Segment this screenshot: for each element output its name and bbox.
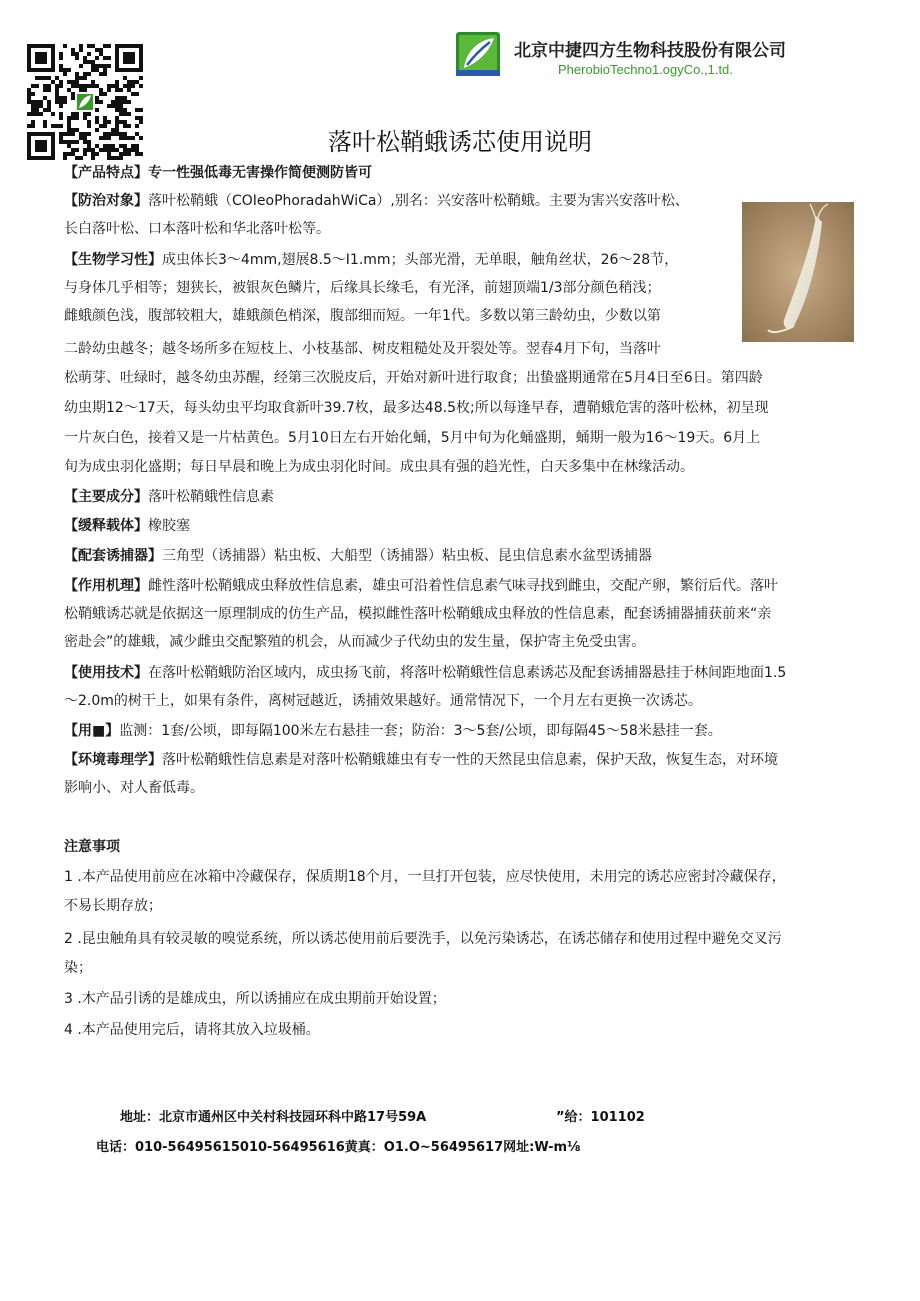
section-text: 松鞘蛾诱芯就是依据这一原理制成的仿生产品，模拟雌性落叶松鞘蛾成虫释放的性信息素，配套诱捕器捕获前来“亲 (64, 606, 772, 622)
body-line (64, 721, 722, 741)
body-line (64, 398, 769, 418)
body-line (64, 339, 661, 359)
section-text: 专一性强低毒无害操作简便测防皆可 (148, 165, 372, 181)
body-line (64, 306, 661, 326)
section-text: 影响小、对人畜低毒。 (64, 780, 204, 796)
section-text: 落叶松鞘蛾（COIeoPhoradahWiCa）,别名：兴安落叶松鞘蛾。主要为害兴安落叶松、 (148, 193, 689, 209)
section-label: 【配套诱捕器】 (64, 548, 162, 564)
body-line (64, 546, 652, 566)
company-name-en: PherobioTechno1.ogyCo.,1.td. (558, 62, 733, 77)
body-line (64, 778, 204, 798)
section-label: 【主要成分】 (64, 489, 148, 505)
section-text: 落叶松鞘蛾性信息素是对落叶松鞘蛾雄虫有专一性的天然昆虫信息素，保护天敌，恢复生态，对环境 (162, 752, 778, 768)
section-text: 橡胶塞 (148, 518, 190, 534)
note-line: 4 .本产品使用完后，请将其放入垃圾桶。 (64, 1022, 320, 1038)
body-line (64, 663, 786, 683)
section-text: 松萌芽、吐绿时，越冬幼虫苏醒，经第三次脱皮后，开始对新叶进行取食；出蛰盛期通常在5月4日至6日。第四龄 (64, 370, 763, 386)
company-logo (456, 32, 500, 76)
section-label: 【使用技术】 (64, 665, 148, 681)
body-line (64, 163, 372, 183)
body-line (64, 428, 760, 448)
note-line: 1 .本产品使用前应在冰箱中冷藏保存，保质期18个月，一旦打开包装，应尽快使用，未用完的诱芯应密封冷藏保存， (64, 869, 786, 885)
section-text: 密赴会”的雄蛾，减少雌虫交配繁殖的机会，从而减少子代幼虫的发生量，保护寄主免受虫害。 (64, 634, 646, 650)
section-text: 监测：1套/公顷，即每隔100米左右悬挂一套；防治：3～5套/公顷，即每隔45～58米悬挂一套。 (119, 723, 722, 739)
footer-address: 地址：北京市通州区中关村科技园环科中路17号59A (120, 1110, 427, 1125)
body-line (64, 750, 778, 770)
body-line (64, 457, 694, 477)
section-text: 雌性落叶松鞘蛾成虫释放性信息素，雄虫可沿着性信息素气味寻找到雌虫，交配产卵，繁衍后代。落叶 (148, 578, 778, 594)
body-line (64, 576, 778, 596)
note-line: 2 .昆虫触角具有较灵敏的嗅觉系统，所以诱芯使用前后要洗手，以免污染诱芯，在诱芯储存和使用过程中避免交叉污 (64, 931, 782, 947)
section-label: 【环境毒理学】 (64, 752, 162, 768)
section-label: 【产品特点】 (64, 165, 148, 181)
section-label: 【用■】 (64, 723, 120, 739)
section-text: 旬为成虫羽化盛期；每日早晨和晚上为成虫羽化时间。成虫具有强的趋光性，白天多集中在林缘活动。 (64, 459, 694, 475)
section-label: 【防治对象】 (64, 193, 148, 209)
moth-photo (742, 202, 854, 342)
section-text: 一片灰白色，接着又是一片枯黄色。5月10日左右开始化蛹，5月中旬为化蛹盛期，蛹期一般为16～19天。6月上 (64, 430, 761, 446)
section-label: 【生物学习性】 (64, 252, 162, 268)
body-line (64, 516, 190, 536)
footer-postcode: ”给：101102 (556, 1110, 645, 1125)
company-name-cn: 北京中捷四方生物科技股份有限公司 (514, 41, 786, 61)
body-line (64, 691, 702, 711)
section-label: 【作用机理】 (64, 578, 148, 594)
section-text: 三角型（诱捕器）粘虫板、大船型（诱捕器）粘虫板、昆虫信息素水盆型诱捕器 (162, 548, 652, 564)
note-line: 不易长期存放； (64, 898, 162, 914)
body-line (64, 250, 678, 270)
page-title: 落叶松鞘蛾诱芯使用说明 (328, 128, 592, 156)
body-line (64, 368, 763, 388)
section-label: 【缓释载体】 (64, 518, 148, 534)
body-line (64, 632, 645, 652)
section-text: ～2.0m的树干上，如果有条件，离树冠越近，诱捕效果越好。通常情况下，一个月左右更换一次诱芯。 (64, 693, 702, 709)
body-line (64, 219, 330, 239)
body-line (64, 191, 689, 211)
body-line (64, 278, 661, 298)
body-line (64, 487, 274, 507)
section-text: 雌蛾颜色浅，腹部较粗大，雄蛾颜色梢深，腹部细而短。一年1代。多数以第三龄幼虫，少数以第 (64, 308, 661, 324)
footer-contact: 电话：010-56495615010-56495616黄真：O1.O~56495617网址:W-m⅛ (96, 1140, 581, 1155)
notes-heading: 注意事项 (64, 839, 120, 855)
section-text: 成虫体长3～4mm,翅展8.5～I1.mm；头部光滑，无单眼，触角丝状，26～28节， (162, 252, 679, 268)
section-text: 落叶松鞘蛾性信息素 (148, 489, 274, 505)
section-text: 二龄幼虫越冬；越冬场所多在短枝上、小枝基部、树皮粗糙处及开裂处等。翌春4月下旬，当落叶 (64, 341, 661, 357)
section-text: 长白落叶松、口本落叶松和华北落叶松等。 (64, 221, 330, 237)
section-text: 在落叶松鞘蛾防治区域内，成虫扬飞前，将落叶松鞘蛾性信息素诱芯及配套诱捕器悬挂于林间距地面1.5 (148, 665, 787, 681)
section-text: 与身体几乎相等；翅狭长，被银灰色鳞片，后缘具长缘毛，有光泽，前翅顶端1/3部分颜色稍浅； (64, 280, 661, 296)
body-line (64, 604, 771, 624)
section-text: 幼虫期12～17天，每头幼虫平均取食新叶39.7枚，最多达48.5枚;所以每逢早春，遭鞘蛾危害的落叶松林，初呈现 (64, 400, 769, 416)
note-line: 3 .木产品引诱的是雄成虫，所以诱捕应在成虫期前开始设置； (64, 991, 446, 1007)
note-line: 染； (64, 960, 92, 976)
